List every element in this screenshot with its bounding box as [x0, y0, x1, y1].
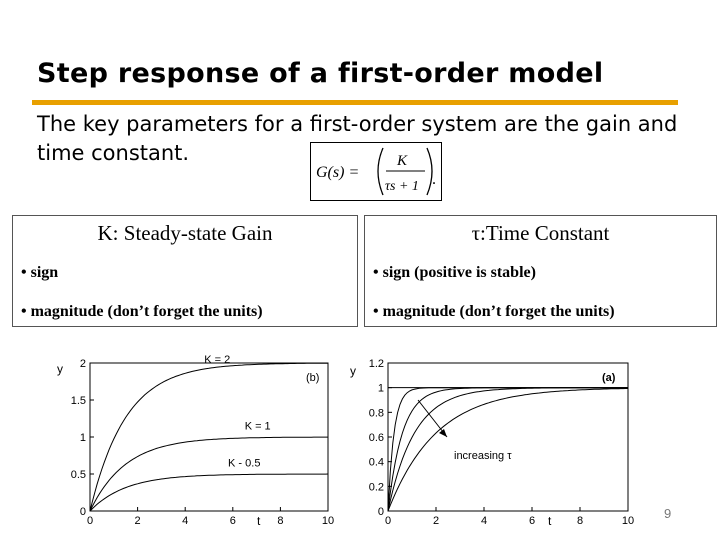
panel-label: (b) [306, 372, 320, 384]
title-underline [32, 100, 678, 105]
x-tick-label: 0 [384, 515, 392, 527]
annotation-text: increasing τ [454, 450, 512, 462]
x-tick-label: 2 [134, 515, 141, 527]
time-constant-box [364, 215, 717, 327]
y-tick-label: 2 [79, 358, 86, 370]
gain-step-response-plot [52, 355, 337, 527]
gain-bullet-sign: • sign [21, 264, 59, 281]
page-number: 9 [664, 506, 672, 521]
y-tick-label: 0.8 [368, 407, 384, 420]
gain-heading: K: Steady-state Gain [97, 221, 273, 245]
panel-label: (a) [602, 372, 616, 384]
y-tick-label: 0.2 [368, 481, 384, 494]
y-tick-label: 0 [377, 506, 384, 518]
x-tick-label: 6 [229, 515, 236, 527]
y-tick-label: 0.5 [70, 469, 86, 481]
formula-left-paren [378, 148, 383, 195]
series-label: K = 1 [244, 420, 271, 433]
x-tick-label: 4 [480, 515, 488, 527]
series-labels [204, 355, 270, 470]
series-label: K = 2 [204, 355, 231, 366]
x-tick-label: 10 [321, 515, 335, 527]
x-tick-label: 6 [528, 515, 536, 527]
x-tick-label: 8 [576, 515, 584, 527]
y-tick-label: 1.2 [368, 358, 384, 370]
series-label: K - 0.5 [228, 457, 261, 470]
gain-bullet-magnitude: • magnitude (don’t forget the units) [21, 303, 263, 320]
response-curve [90, 474, 328, 511]
x-tick-label: 10 [621, 515, 635, 527]
time-constant-step-response-plot [340, 355, 640, 527]
formula-period: . [432, 171, 436, 188]
x-tick-labels [87, 507, 334, 527]
y-axis-label: y [350, 364, 356, 378]
y-tick-label: 1.5 [70, 395, 86, 407]
transfer-function-formula [310, 142, 442, 201]
time-constant-heading: τ:Time Constant [471, 221, 610, 245]
slide-title: Step response of a first-order model [37, 58, 604, 89]
y-tick-label: 1 [79, 432, 86, 444]
y-tick-labels [71, 358, 94, 518]
x-axis-label: t [257, 514, 261, 527]
y-tick-label: 1 [377, 382, 384, 395]
curves [90, 363, 328, 511]
x-tick-label: 4 [182, 515, 189, 527]
y-tick-label: 0.4 [368, 456, 384, 469]
formula-numerator: K [397, 153, 408, 169]
x-tick-labels [385, 507, 634, 527]
time-constant-bullet-sign: • sign (positive is stable) [373, 264, 536, 281]
time-constant-bullet-magnitude: • magnitude (don’t forget the units) [373, 303, 615, 320]
annotation-arrowhead [439, 429, 447, 437]
x-tick-label: 0 [86, 515, 94, 527]
x-tick-label: 2 [432, 515, 440, 527]
y-axis-label: y [57, 362, 63, 376]
y-tick-label: 0 [79, 506, 86, 518]
x-axis-label: t [548, 514, 552, 527]
y-tick-label: 0.6 [368, 432, 384, 444]
intro-text: The key parameters for a first-order system are the gain and time constant. [37, 112, 678, 165]
formula-lhs: G(s) = [316, 164, 360, 181]
formula-denominator: τs + 1 [385, 179, 419, 194]
gain-box [12, 215, 358, 327]
x-tick-label: 8 [277, 515, 284, 527]
plot-frame [388, 363, 628, 511]
